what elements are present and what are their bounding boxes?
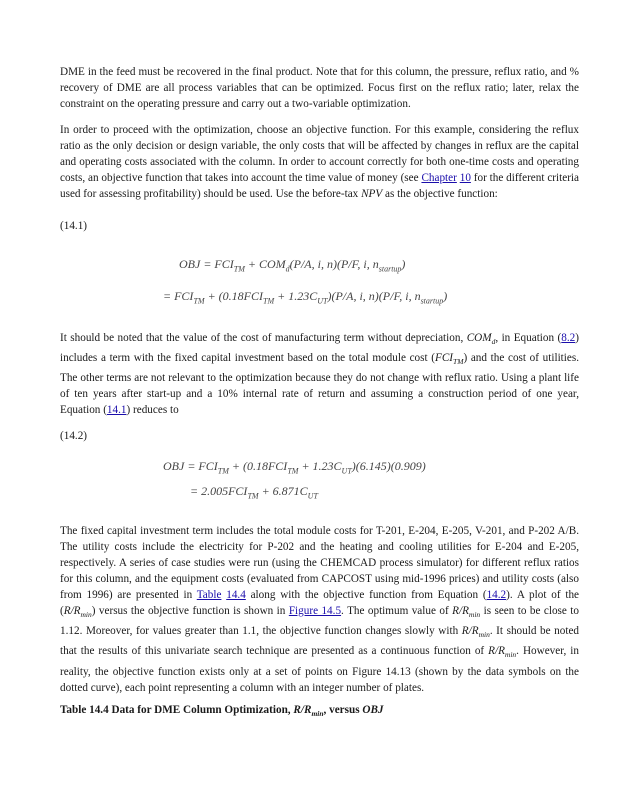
paragraph-1: DME in the feed must be recovered in the final product. Note that for this column, the pressure, reflux ratio, and % recovery of DME are all process variables that can be optimized. Focus first on the reflux ratio; later, relax the constraint on the operating pressure and carry out a two-variable optimization.	[60, 66, 579, 110]
text: as the objective function:	[382, 188, 498, 200]
figure-14-5-link[interactable]: Figure 14.5	[288, 605, 342, 617]
equation-label-14-1: (14.1)	[60, 220, 88, 232]
equation-8-2-link[interactable]: 8.2	[561, 332, 576, 344]
npv-term: NPV	[361, 188, 383, 200]
paragraph-4: The fixed capital investment term includes the total module costs for T-201, E-204, E-205, V-201, and P-202 A/B. The utility costs include the electricity for P-202 and the heating and cooling utilities for E-204 and E-205, respectively. A series of case studies were run (using the CHEMCAD process simulator) for different reflux ratios for this column, and the equipment costs (evaluated from CAPCOST using mid-1996 prices) and utility costs (also from 1996) are presented in Table 14.4 along with the objective function from Equation (14.2). A plot of the $(R/R_{min})$ versus the objective function is shown in Figure 14.5. The optimum value of $R/R_{min}$ is seen to be close to 1.12. Moreover, for values greater than 1.1, the objective function changes slowly with $R/R_{min}$. It should be noted that the results of this univariate search technique are presented as a continuous function of $R/R_{min}$. However, in reality, the objective function exists only at a set of points on Figure 14.13 (shown by the data symbols on the dotted curve), each point representing a column with an integer number of plates.	[60, 525, 580, 694]
chapter-link[interactable]: Chapter	[421, 172, 457, 184]
text: for the different criteria used for assessing profitability) should be used. Use the before-tax	[60, 172, 580, 200]
equation-14-1-link[interactable]: 14.1	[106, 404, 127, 417]
table-number-link[interactable]: 14.4	[226, 589, 246, 601]
equation-14-1-line-1: OBJ = $FCI_{TM} + COM_d(P/A$, i, n)(P/F, i, $n_{startup}$)	[179, 257, 406, 274]
equation-14-2-line-2: = $2.005FCI_{TM} + 6.871C_{UT}$	[190, 484, 318, 501]
equation-14-2-line-1: OBJ = $FCI_{TM} + (0.18FCI_{TM} + 1.23C_{UT})(6.145)(0.909)$	[163, 459, 426, 476]
text: In order to proceed with the optimization, choose an objective function. For this example, considering the reflux ratio as the only decision or design variable, the only costs that will be affected by changes in reflux are the capital and operating costs associated with the column. In order to account correctly for both one-time costs and operating costs, an objective function that takes into account the time value of money (see	[60, 124, 579, 184]
paragraph-3: It should be noted that the value of the cost of manufacturing term without depreciation, $COM_d$, in Equation (8.2) includes a term with the fixed capital investment based on the total module cost $(FCI_{TM})$ and the cost of utilities. The other terms are not relevant to the optimization because they do not change with reflux ratio. Using a plant life of ten years after start-up and a 10% internal rate of return and assuming a construction period of one year, Equation (14.1) reduces to	[60, 332, 580, 417]
paragraph-2	[60, 122, 579, 202]
table-caption: Table 14.4 Data for DME Column Optimization, $R/R_{min}$, versus OBJ	[60, 704, 384, 719]
chapter-number-link[interactable]: 10	[459, 172, 471, 184]
page-content	[60, 64, 580, 232]
equation-14-2-link[interactable]: 14.2	[486, 589, 507, 601]
equation-label-14-2: (14.2)	[60, 430, 88, 443]
table-link[interactable]: Table	[196, 589, 222, 601]
equation-14-1-line-2: = $FCI_{TM} + (0.18FCI_{TM} + 1.23C_{UT})(P/A$, i, n)(P/F, i, $n_{startup}$)	[163, 289, 448, 306]
